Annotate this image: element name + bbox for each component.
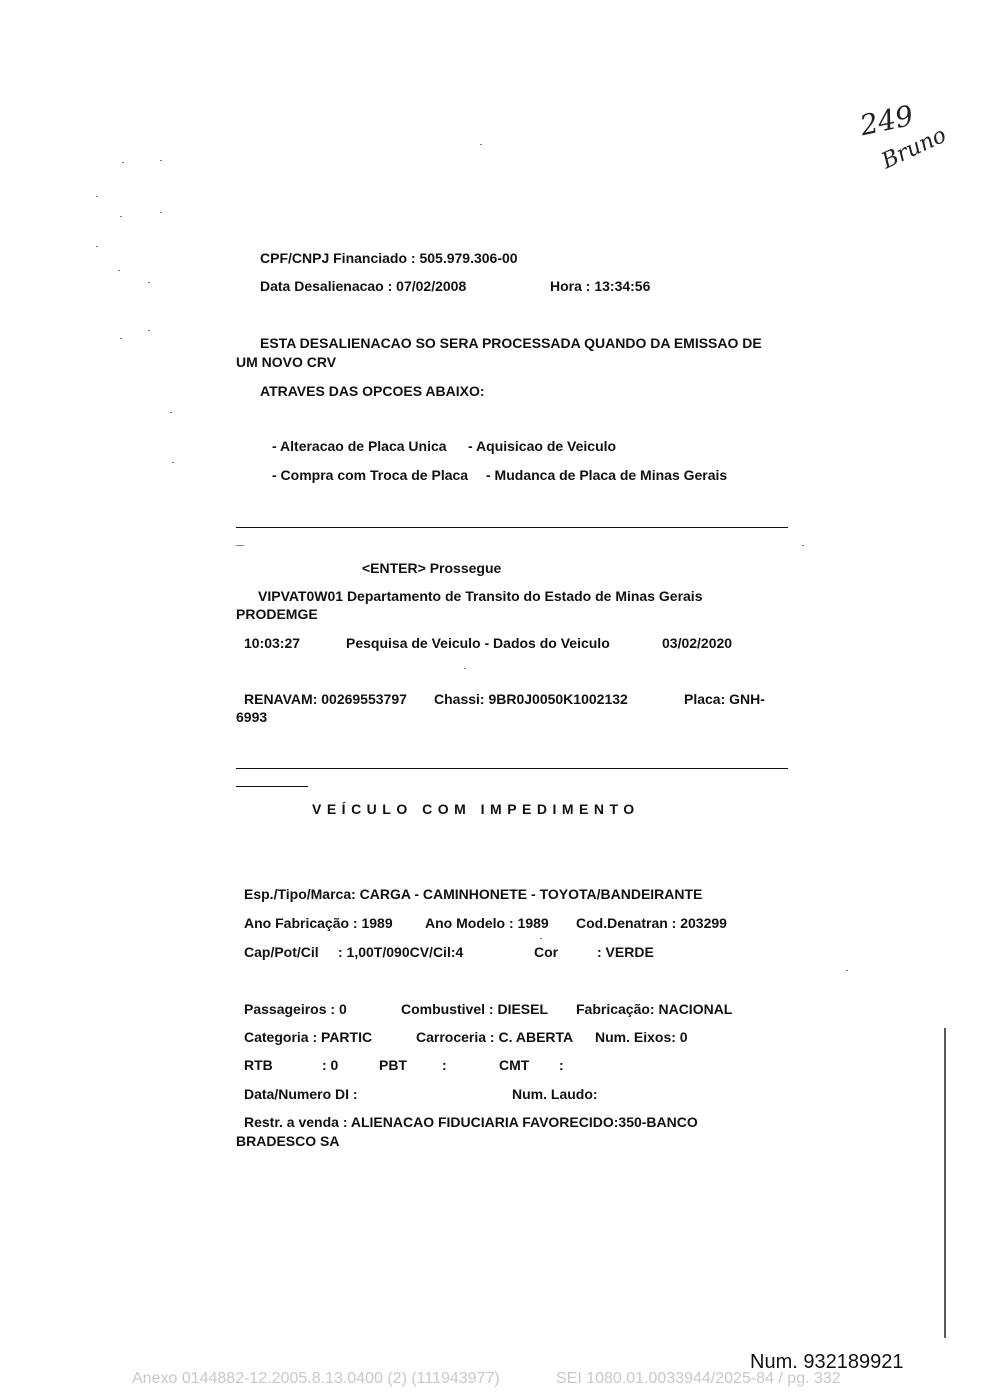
title-underline xyxy=(236,786,308,787)
passageiros: Passageiros : 0 xyxy=(244,1001,347,1017)
pbt-label: PBT xyxy=(379,1057,407,1073)
cor-value: : VERDE xyxy=(597,944,654,960)
separator-rule xyxy=(236,768,788,769)
restricao-venda: Restr. a venda : ALIENACAO FIDUCIARIA FAVORECIDO:350-BANCO xyxy=(244,1114,698,1130)
cod-denatran: Cod.Denatran : 203299 xyxy=(576,915,727,931)
carroceria: Carroceria : C. ABERTA xyxy=(416,1029,574,1045)
separator-rule xyxy=(236,527,788,528)
cmt-label: CMT xyxy=(499,1057,530,1073)
footer-anexo: Anexo 0144882-12.2005.8.13.0400 (2) (111943977) xyxy=(132,1370,500,1387)
screen-title: Pesquisa de Veiculo - Dados do Veiculo xyxy=(346,635,610,651)
scan-speck xyxy=(480,144,482,145)
cursor-mark: _ xyxy=(236,531,244,547)
num-eixos: Num. Eixos: 0 xyxy=(595,1029,688,1045)
handwritten-page-number: 249 xyxy=(857,98,917,143)
scan-speck xyxy=(120,338,122,339)
system-line-2: PRODEMGE xyxy=(236,606,318,622)
renavam: RENAVAM: 00269553797 xyxy=(244,691,407,707)
pbt-value: : xyxy=(442,1057,447,1073)
scan-speck xyxy=(540,938,542,939)
ano-modelo: Ano Modelo : 1989 xyxy=(425,915,549,931)
cap-pot-cil-label: Cap/Pot/Cil xyxy=(244,944,319,960)
handwritten-signature: Bruno xyxy=(877,122,951,175)
scan-speck xyxy=(96,196,98,197)
placa-continuation: 6993 xyxy=(236,709,268,725)
cap-pot-cil-value: : 1,00T/090CV/Cil:4 xyxy=(338,944,464,960)
enter-prompt: <ENTER> Prossegue xyxy=(362,560,502,576)
cmt-value: : xyxy=(559,1057,564,1073)
scan-speck xyxy=(802,545,804,546)
scan-speck xyxy=(170,412,172,413)
data-numero-di: Data/Numero DI : xyxy=(244,1086,358,1102)
chassi: Chassi: 9BR0J0050K1002132 xyxy=(434,691,628,707)
scan-speck xyxy=(122,162,124,163)
scan-speck xyxy=(160,160,162,161)
notice-line-2: UM NOVO CRV xyxy=(236,354,337,370)
especie-tipo-marca: Esp./Tipo/Marca: CARGA - CAMINHONETE - TOYOTA/BANDEIRANTE xyxy=(244,886,703,902)
scan-speck xyxy=(120,216,122,217)
placa: Placa: GNH- xyxy=(684,691,765,707)
scan-speck xyxy=(846,970,848,971)
scan-speck xyxy=(148,330,150,331)
ano-fabricacao: Ano Fabricação : 1989 xyxy=(244,915,393,931)
scan-speck xyxy=(172,462,174,463)
cpf-cnpj-line: CPF/CNPJ Financiado : 505.979.306-00 xyxy=(260,250,518,266)
scan-speck xyxy=(464,668,466,669)
section-title: VEÍCULO COM IMPEDIMENTO xyxy=(312,801,640,817)
fabricacao: Fabricação: NACIONAL xyxy=(576,1001,733,1017)
scan-speck xyxy=(160,212,162,213)
data-desalienacao-line: Data Desalienacao : 07/02/2008 xyxy=(260,278,467,294)
document-number: Num. 932189921 xyxy=(750,1351,904,1373)
option-mudanca-placa: - Mudanca de Placa de Minas Gerais xyxy=(486,467,728,483)
option-alteracao-placa: - Alteracao de Placa Unica xyxy=(272,438,447,454)
rtb-value: : 0 xyxy=(322,1057,339,1073)
categoria: Categoria : PARTIC xyxy=(244,1029,373,1045)
option-compra-troca: - Compra com Troca de Placa xyxy=(272,467,469,483)
scan-edge-line xyxy=(944,1028,946,1338)
rtb-label: RTB xyxy=(244,1057,273,1073)
hora-line: Hora : 13:34:56 xyxy=(550,278,651,294)
notice-line-1: ESTA DESALIENACAO SO SERA PROCESSADA QUANDO DA EMISSAO DE xyxy=(260,335,762,351)
system-line-1: VIPVAT0W01 Departamento de Transito do Estado de Minas Gerais xyxy=(258,588,703,604)
system-time: 10:03:27 xyxy=(244,635,301,651)
scan-speck xyxy=(96,246,98,247)
scan-speck xyxy=(118,270,120,271)
restricao-venda-continuation: BRADESCO SA xyxy=(236,1133,340,1149)
option-aquisicao-veiculo: - Aquisicao de Veiculo xyxy=(468,438,617,454)
combustivel: Combustivel : DIESEL xyxy=(401,1001,549,1017)
footer-sei: SEI 1080.01.0033944/2025-84 / pg. 332 xyxy=(556,1370,841,1387)
system-date: 03/02/2020 xyxy=(662,635,733,651)
cor-label: Cor xyxy=(534,944,559,960)
num-laudo: Num. Laudo: xyxy=(512,1086,598,1102)
scan-speck xyxy=(148,282,150,283)
notice-line-3: ATRAVES DAS OPCOES ABAIXO: xyxy=(260,383,485,399)
